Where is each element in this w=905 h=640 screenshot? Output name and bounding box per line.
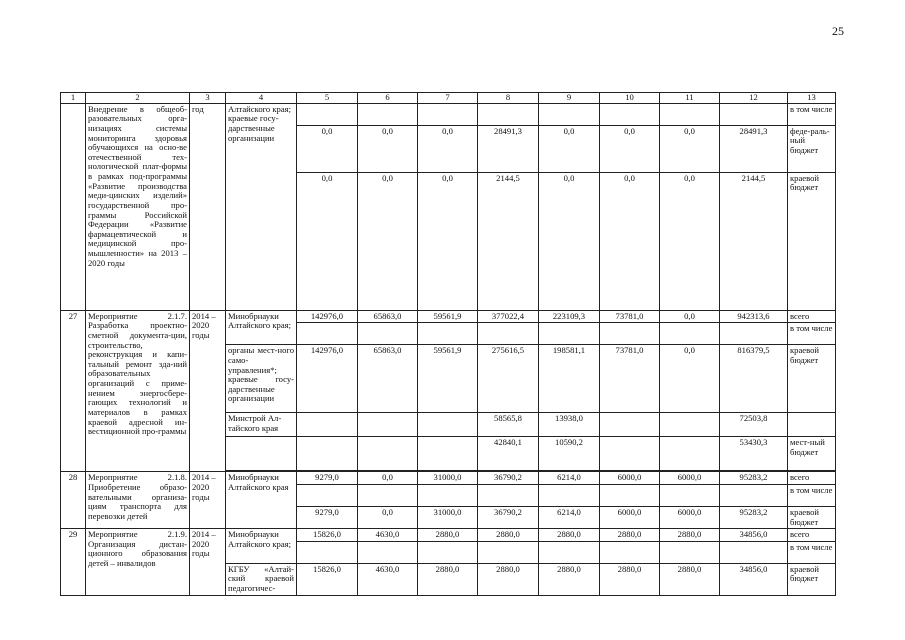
value-cell: 73781,0 [600,345,660,413]
value-cell: 28491,3 [720,125,788,172]
column-header: 11 [660,93,720,104]
value-cell: 31000,0 [418,506,478,528]
value-cell: 34856,0 [720,529,788,542]
value-cell: 0,0 [600,172,660,310]
value-cell: 65863,0 [358,310,418,323]
source-label: краевой бюджет [788,172,836,310]
value-cell: 2880,0 [478,529,539,542]
value-cell: 377022,4 [478,310,539,323]
source-label: мест-ный бюджет [788,437,836,471]
source-label: краевой бюджет [788,563,836,595]
budget-table [60,92,836,596]
value-cell: 6000,0 [660,472,720,485]
column-header: 3 [190,93,226,104]
value-cell: 6000,0 [600,472,660,485]
item-number: 29 [61,529,86,596]
column-number-row [61,93,836,104]
page-number: 25 [832,24,844,38]
value-cell: 73781,0 [600,310,660,323]
value-cell: 0,0 [418,125,478,172]
value-cell: 13938,0 [539,413,600,437]
value-cell: 2880,0 [600,529,660,542]
item-executor: Минобрнауки Алтайского края; [226,529,297,564]
value-cell: 2880,0 [539,563,600,595]
item-executor: Минобрнауки Алтайского края [226,472,297,529]
value-cell: 15826,0 [297,529,358,542]
column-header: 6 [358,93,418,104]
item-years: год [190,103,226,310]
value-cell: 6000,0 [660,506,720,528]
column-header: 13 [788,93,836,104]
item-number: 28 [61,472,86,529]
value-cell: 0,0 [418,172,478,310]
value-cell: 2880,0 [660,529,720,542]
value-cell: 36790,2 [478,506,539,528]
value-cell: 0,0 [358,172,418,310]
column-header: 1 [61,93,86,104]
value-cell: 6000,0 [600,506,660,528]
column-header: 10 [600,93,660,104]
item-number-cell [61,103,86,310]
value-cell: 59561,9 [418,310,478,323]
value-cell: 4630,0 [358,529,418,542]
table-row [61,103,836,125]
value-cell: 816379,5 [720,345,788,413]
value-cell: 34856,0 [720,563,788,595]
value-cell: 2880,0 [418,563,478,595]
item-executor: КГБУ «Алтай-ский краевой педагогичес- [226,563,297,595]
value-cell: 2880,0 [539,529,600,542]
item-description: Внедрение в общеоб-разовательных орга-низациях системы мониторинга здоровья обучающихся на осно-ве отечественной тех-нологической плат-формы в рамках под-программы «Развитие производства меди-цинских изделий» государственной про-граммы Российской Федерации «Развитие фармацевтической и медицинской про-мышленности» на 2013 – 2020 годы [86,103,190,310]
value-cell: 59561,9 [418,345,478,413]
value-cell: 9279,0 [297,506,358,528]
value-cell: 4630,0 [358,563,418,595]
table-row [61,472,836,485]
value-cell: 10590,2 [539,437,600,471]
value-cell: 15826,0 [297,563,358,595]
item-description: Мероприятие 2.1.7. Разработка проектно-сметной документа-ции, строительство, реконструкция и капи-тальный ремонт зда-ний образовательных организаций с приме-нением энергосбере-гающих технологий и материалов в рамках краевой адресной ин-вестиционной про-граммы [86,310,190,472]
item-executor: Минстрой Ал-тайского края [226,413,297,437]
value-cell: 53430,3 [720,437,788,471]
value-cell: 36790,2 [478,472,539,485]
value-cell: 0,0 [660,345,720,413]
source-label: в том числе [788,323,836,345]
source-label: краевой бюджет [788,345,836,413]
column-header: 12 [720,93,788,104]
value-cell: 72503,8 [720,413,788,437]
item-years: 2014 – 2020 годы [190,529,226,596]
value-cell: 58565,8 [478,413,539,437]
value-cell: 42840,1 [478,437,539,471]
value-cell: 942313,6 [720,310,788,323]
value-cell: 0,0 [660,310,720,323]
value-cell: 2880,0 [418,529,478,542]
value-cell: 2880,0 [478,563,539,595]
item-years: 2014 – 2020 годы [190,310,226,472]
value-cell: 6214,0 [539,506,600,528]
value-cell: 0,0 [358,472,418,485]
value-cell: 2880,0 [600,563,660,595]
column-header: 4 [226,93,297,104]
value-cell: 142976,0 [297,310,358,323]
value-cell: 6214,0 [539,472,600,485]
value-cell: 198581,1 [539,345,600,413]
value-cell: 95283,2 [720,506,788,528]
column-header: 9 [539,93,600,104]
source-label: в том числе [788,541,836,563]
item-description: Мероприятие 2.1.8. Приобретение образо-вательными организа-циям транспорта для перевозки детей [86,472,190,529]
source-label: всего [788,472,836,485]
value-cell: 2144,5 [720,172,788,310]
item-executor: Минобрнауки Алтайского края; [226,310,297,345]
value-cell: 0,0 [358,125,418,172]
column-header: 2 [86,93,190,104]
item-executor: Алтайского края; краевые госу-дарственные организации [226,103,297,310]
table-row [61,529,836,542]
source-label: в том числе [788,103,836,125]
source-label: феде-раль-ный бюджет [788,125,836,172]
item-number: 27 [61,310,86,472]
column-header: 8 [478,93,539,104]
item-executor: органы мест-ного само-управления*; краевые госу-дарственные организации [226,345,297,413]
value-cell: 0,0 [660,125,720,172]
source-label: краевой бюджет [788,506,836,528]
source-label: в том числе [788,484,836,506]
value-cell: 9279,0 [297,472,358,485]
value-cell: 0,0 [600,125,660,172]
column-header: 5 [297,93,358,104]
column-header: 7 [418,93,478,104]
value-cell: 0,0 [539,125,600,172]
value-cell: 65863,0 [358,345,418,413]
value-cell: 31000,0 [418,472,478,485]
value-cell: 2144,5 [478,172,539,310]
value-cell: 28491,3 [478,125,539,172]
item-years: 2014 – 2020 годы [190,472,226,529]
source-label: всего [788,310,836,323]
value-cell: 275616,5 [478,345,539,413]
value-cell: 0,0 [539,172,600,310]
value-cell: 95283,2 [720,472,788,485]
source-label: всего [788,529,836,542]
value-cell: 142976,0 [297,345,358,413]
value-cell: 0,0 [358,506,418,528]
table-row [61,310,836,323]
value-cell: 2880,0 [660,563,720,595]
value-cell: 0,0 [297,125,358,172]
value-cell: 223109,3 [539,310,600,323]
value-cell: 0,0 [660,172,720,310]
item-description: Мероприятие 2.1.9. Организация дистан-ционного образования детей – инвалидов [86,529,190,596]
value-cell: 0,0 [297,172,358,310]
